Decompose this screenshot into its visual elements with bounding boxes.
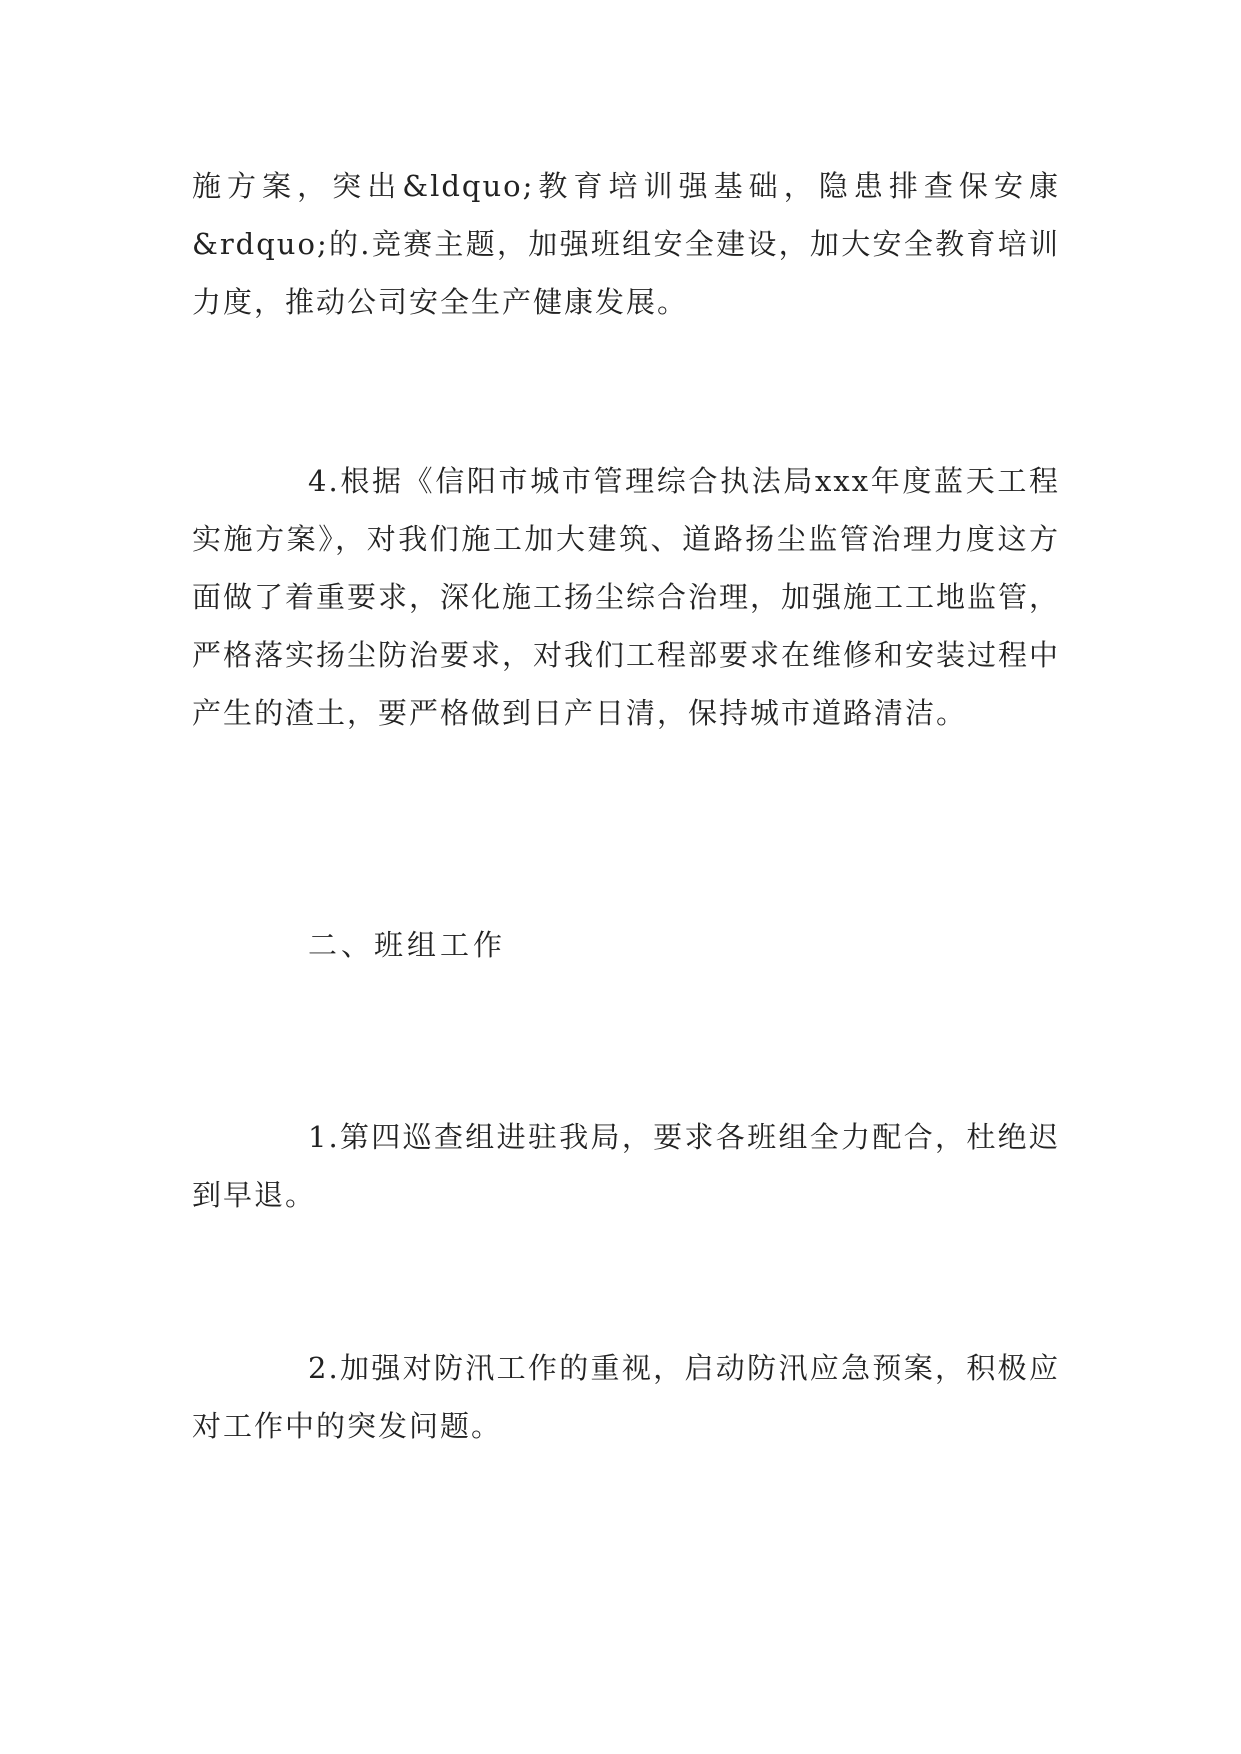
paragraph-item-2 (192, 1339, 1060, 1455)
paragraph-item-2-text: 2.加强对防汛工作的重视，启动防汛应急预案，积极应对工作中的突发问题。 (192, 1351, 1060, 1443)
paragraph-item-4 (192, 452, 1060, 742)
paragraph-item-1-text: 1.第四巡查组进驻我局，要求各班组全力配合，杜绝迟到早退。 (192, 1120, 1060, 1212)
paragraph-item-1 (192, 1108, 1060, 1224)
section-heading: 二、班组工作 (308, 928, 507, 962)
paragraph-continuation (192, 157, 1060, 331)
paragraph-item-4-text: 4.根据《信阳市城市管理综合执法局xxx年度蓝天工程实施方案》，对我们施工加大建筑、道路扬尘监管治理力度这方面做了着重要求，深化施工扬尘综合治理，加强施工工地监管，严格落实扬尘防治要求，对我们工程部要求在维修和安装过程中产生的渣土，要严格做到日产日清，保持城市道路清洁。 (192, 464, 1061, 730)
paragraph-continuation-text: 施方案，突出&ldquo;教育培训强基础，隐患排查保安康&rdquo;的.竞赛主题，加强班组安全建设，加大安全教育培训力度，推动公司安全生产健康发展。 (192, 169, 1060, 319)
